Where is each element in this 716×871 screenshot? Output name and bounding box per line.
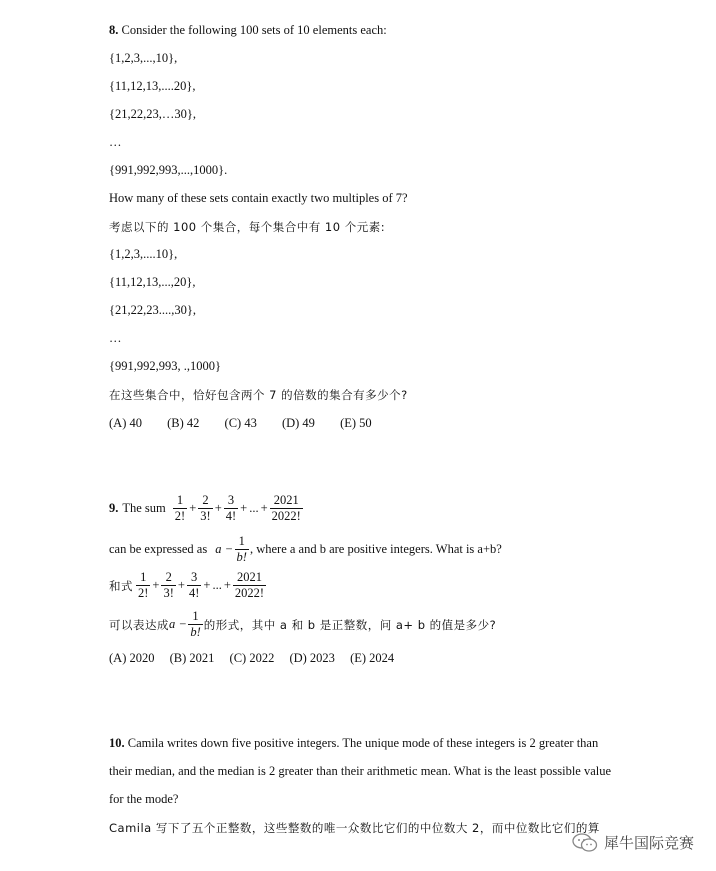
q8-set-last: {991,992,993,...,1000}.: [109, 163, 228, 177]
q8-option-a: (A) 40: [109, 416, 142, 430]
q9-cn-prefix: 和式: [109, 578, 133, 593]
q10-cn-line: Camila 写下了五个正整数，这些整数的唯一众数比它们的中位数大 2，而中位数比它们的算: [109, 821, 600, 835]
q9-expression-line: can be expressed as a − $\frac{1}{b!}$ , where a and b are positive integers. What is a+b?: [109, 534, 502, 564]
q8-cn-set-ellipsis: …: [109, 331, 122, 345]
q9-sum-term-1: $\frac{1}{2!}$: [174, 493, 186, 523]
q9-expr-suffix: , where a and b are positive integers. What is a+b?: [249, 542, 502, 556]
q9-cn-expr-suffix: 可以表达成: [109, 617, 169, 632]
q9-option-e: (E) 2024: [350, 651, 395, 665]
q8-option-e: (E) 50: [340, 416, 372, 430]
q8-set-ellipsis: …: [109, 135, 122, 149]
q8-number: 8.: [109, 23, 119, 37]
q8-text: Consider the following 100 sets of 10 elements each:: [121, 23, 387, 37]
q9-cn-expression-line: 可以表达成 a − $\frac{1}{b!}$ 的形式，其中 a 和 b 是正整数，问 a+ b 的值是多少?: [109, 609, 497, 639]
q8-option-c: (C) 43: [224, 416, 257, 430]
q8-set-3: {21,22,23,…30},: [109, 107, 196, 121]
q9-text-prefix: The sum: [122, 501, 166, 515]
q9-cn-expr-tail: 的形式，其中 a 和 b 是正整数，问 a+ b 的值是多少?: [203, 617, 497, 632]
q9-options: [109, 651, 406, 666]
q10-line-1: 10. Camila writes down five positive integers. The unique mode of these integers is 2 greater than: [109, 736, 599, 750]
q8-stem: [109, 23, 387, 38]
q8-set-2: {11,12,13,....20},: [109, 79, 196, 93]
q8-options: [109, 416, 394, 431]
q9-option-c: (C) 2022: [229, 651, 275, 665]
q9-sum-term-3: $\frac{3}{4!}$: [225, 493, 237, 523]
q8-cn-set-1: {1,2,3,....10},: [109, 247, 178, 261]
q9-sum-term-last: $\frac{2021}{2022!}$: [271, 493, 301, 523]
q9-option-a: (A) 2020: [109, 651, 155, 665]
q8-cn-set-last: {991,992,993, .,1000}: [109, 359, 221, 373]
q8-set-1: {1,2,3,...,10},: [109, 51, 178, 65]
wechat-icon: [572, 833, 598, 853]
q8-question: How many of these sets contain exactly two multiples of 7?: [109, 191, 408, 205]
q8-cn-text: 考虑以下的 100 个集合，每个集合中有 10 个元素:: [109, 220, 386, 234]
q8-option-b: (B) 42: [167, 416, 200, 430]
q10-line-3: for the mode?: [109, 792, 179, 806]
q9-sum-term-2: $\frac{2}{3!}$: [200, 493, 211, 523]
q9-cn-sum-line: 和式 $\frac{1}{2!}$ + $\frac{2}{3!}$ + $\frac{3}{4!}$ + ... + $\frac{2021}{2022!}$: [109, 570, 265, 600]
q9-stem: 9. The sum $\frac{1}{2!}$ + $\frac{2}{3!}$ + $\frac{3}{4!}$ + ... + $\frac{2021}{2022!}$: [109, 493, 301, 523]
q9-expr-prefix: can be expressed as: [109, 542, 208, 556]
watermark-text: 犀牛国际竞赛: [603, 834, 694, 852]
q10-number: 10.: [109, 736, 125, 750]
q8-cn-question: 在这些集合中，恰好包含两个 7 的倍数的集合有多少个?: [109, 388, 408, 402]
watermark: [572, 832, 694, 853]
q10-line-2: their median, and the median is 2 greater than their arithmetic mean. What is the least possible value: [109, 764, 612, 778]
q8-option-d: (D) 49: [281, 416, 315, 430]
q9-expr-fraction: $\frac{1}{b!}$: [236, 534, 247, 564]
q9-number: 9.: [109, 501, 119, 515]
q8-cn-set-3: {21,22,23....,30},: [109, 303, 196, 317]
q8-cn-set-2: {11,12,13,...,20},: [109, 275, 196, 289]
q9-option-b: (B) 2021: [169, 651, 215, 665]
q9-option-d: (D) 2023: [289, 651, 335, 665]
